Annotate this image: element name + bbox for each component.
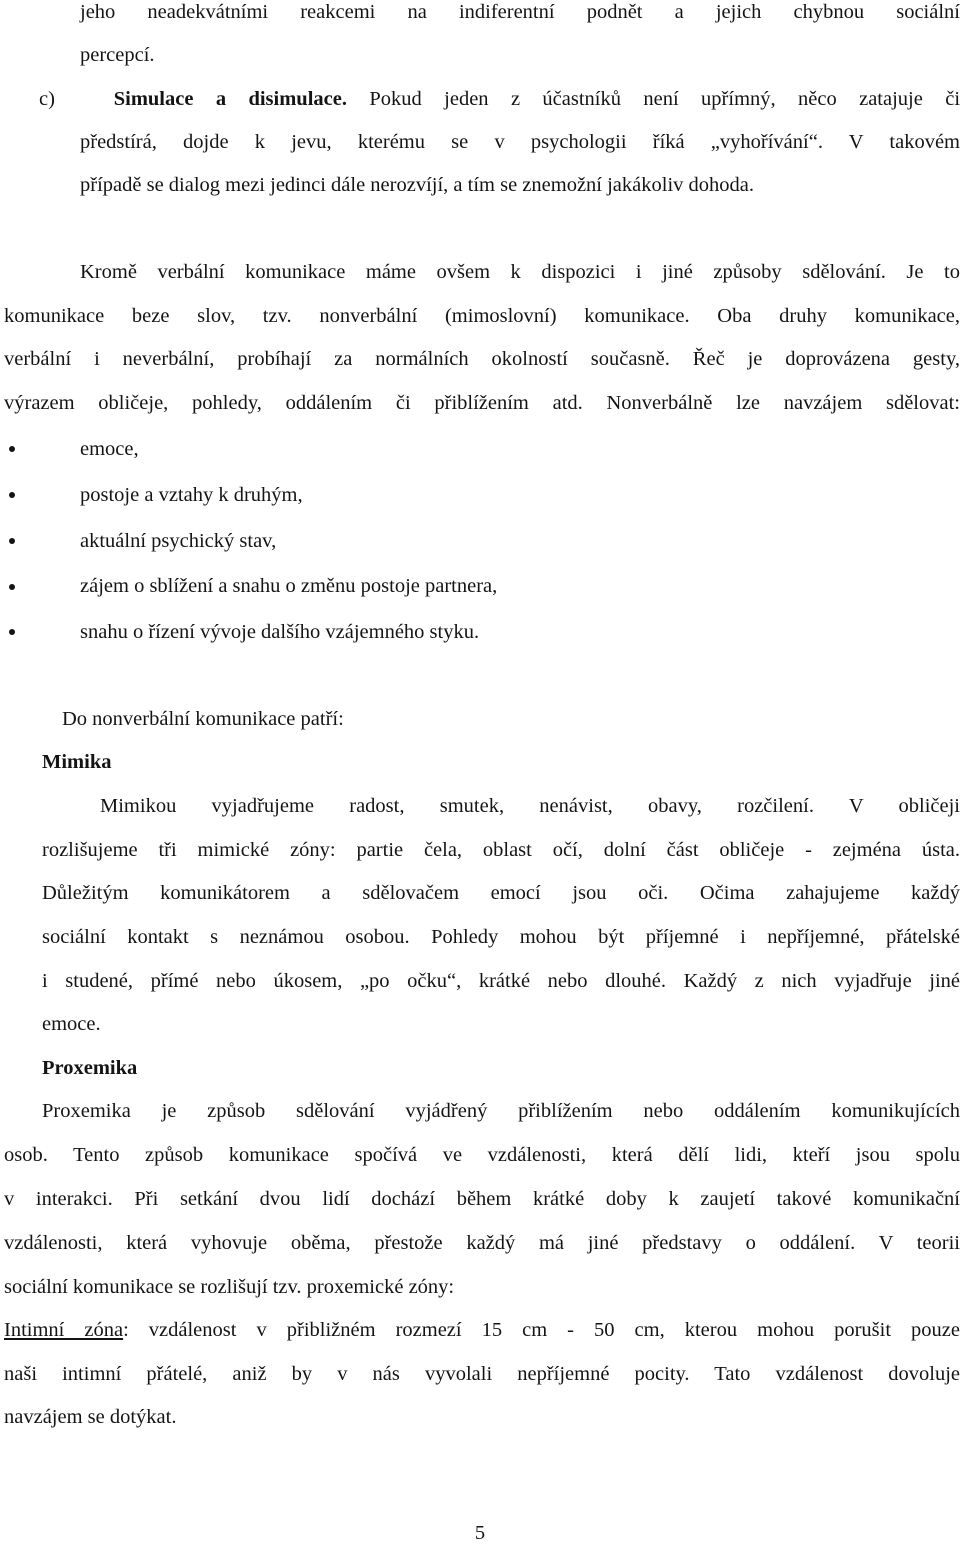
definition-intimni-zona	[4, 1315, 960, 1345]
text-line: rozlišujeme tři mimické zóny: partie čela, oblast očí, dolní část obličeje - zejména ústa.	[42, 839, 960, 861]
text-line: Důležitým komunikátorem a sdělovačem emocí jsou oči. Očima zahajujeme každý	[42, 882, 960, 904]
text-line: jeho neadekvátními reakcemi na indiferentní podnět a jejich chybnou sociální	[80, 1, 960, 23]
text-span: : vzdálenost v přibližném rozmezí 15 cm - 50 cm, kterou mohou porušit pouze	[123, 1319, 960, 1341]
text-line: emoce.	[42, 1013, 101, 1035]
list-item: emoce,	[80, 438, 139, 460]
bullet-icon	[9, 492, 15, 498]
bullet-icon	[9, 446, 15, 452]
bullet-icon	[9, 538, 15, 544]
text-line: komunikace beze slov, tzv. nonverbální (mimoslovní) komunikace. Oba druhy komunikace,	[4, 305, 960, 327]
text-line: osob. Tento způsob komunikace spočívá ve vzdálenosti, která dělí lidi, kteří jsou spolu	[4, 1144, 960, 1166]
text-line: případě se dialog mezi jedinci dále nerozvíjí, a tím se znemožní jakákoliv dohoda.	[80, 174, 754, 196]
heading-proxemika: Proxemika	[42, 1057, 138, 1079]
text-line: předstírá, dojde k jevu, kterému se v psychologii říká „vyhořívání“. V takovém	[80, 131, 960, 153]
text-line: navzájem se dotýkat.	[4, 1406, 177, 1428]
text-line: v interakci. Při setkání dvou lidí dochází během krátké doby k zaujetí takové komunikační	[4, 1188, 960, 1210]
text-span: Pokud jeden z účastníků není upřímný, něco zatajuje či	[369, 88, 960, 110]
text-line: vzdálenosti, která vyhovuje oběma, přestože každý má jiné představy o oddálení. V teorii	[4, 1232, 960, 1254]
list-item: snahu o řízení vývoje dalšího vzájemného styku.	[80, 621, 480, 643]
list-item: aktuální psychický stav,	[80, 530, 277, 552]
text-line: naši intimní přátelé, aniž by v nás vyvolali nepříjemné pocity. Tato vzdálenost dovoluje	[4, 1363, 960, 1385]
term-simulace: Simulace a disimulace.	[113, 88, 347, 110]
text-line: výrazem obličeje, pohledy, oddálením či přiblížením atd. Nonverbálně lze navzájem sdělovat:	[4, 392, 960, 414]
page-number: 5	[474, 1522, 486, 1544]
text-line: Kromě verbální komunikace máme ovšem k dispozici i jiné způsoby sdělování. Je to	[80, 261, 960, 283]
list-marker: c)	[39, 88, 55, 110]
text-line: sociální kontakt s neznámou osobou. Pohledy mohou být příjemné i nepříjemné, přátelské	[42, 926, 960, 948]
text-line: Proxemika je způsob sdělování vyjádřený přiblížením nebo oddálením komunikujících	[42, 1100, 960, 1122]
text-line: sociální komunikace se rozlišují tzv. proxemické zóny:	[4, 1276, 455, 1298]
list-item: zájem o sblížení a snahu o změnu postoje partnera,	[80, 575, 498, 597]
list-item: postoje a vztahy k druhým,	[80, 484, 303, 506]
text-line: i studené, přímé nebo úkosem, „po očku“, krátké nebo dlouhé. Každý z nich vyjadřuje jiné	[42, 970, 960, 992]
bullet-icon	[9, 584, 15, 590]
section-intro: Do nonverbální komunikace patří:	[62, 708, 344, 730]
list-item-simulace	[39, 84, 960, 114]
text-line: percepcí.	[80, 44, 155, 66]
term-intimni-zona: Intimní zóna	[4, 1319, 124, 1341]
bullet-icon	[9, 629, 15, 635]
text-line: verbální i neverbální, probíhají za normálních okolností současně. Řeč je doprovázena gesty,	[4, 348, 960, 370]
text-line: Mimikou vyjadřujeme radost, smutek, nenávist, obavy, rozčilení. V obličeji	[100, 795, 960, 817]
heading-mimika: Mimika	[42, 751, 112, 773]
